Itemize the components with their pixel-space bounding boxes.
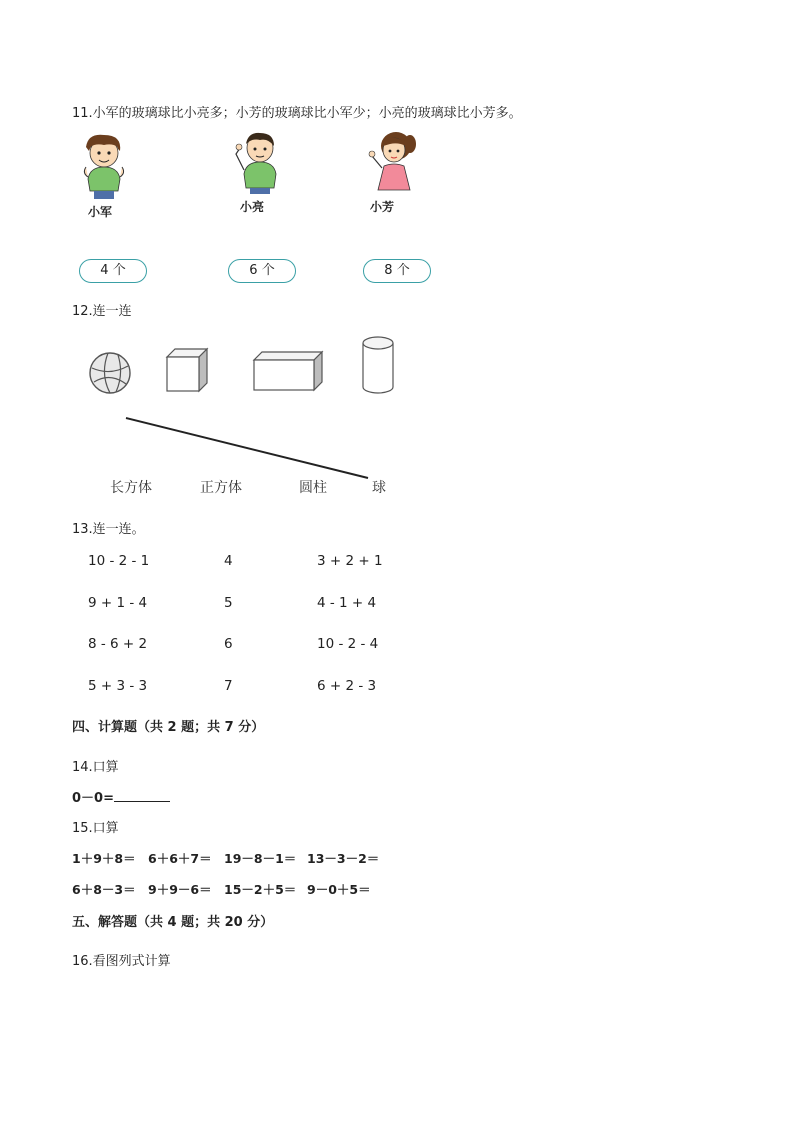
q11-text: 11.小军的玻璃球比小亮多；小芳的玻璃球比小军少；小亮的玻璃球比小芳多。 (72, 106, 522, 121)
q15-r2-c2: 9＋9－6＝ (148, 882, 212, 897)
q13-left-3[interactable]: 8 - 6 + 2 (88, 636, 148, 652)
q13-left-1[interactable]: 10 - 2 - 1 (88, 553, 150, 569)
q13-right-3[interactable]: 10 - 2 - 4 (317, 636, 379, 652)
q15-r1-c2: 6＋6＋7＝ (148, 851, 212, 866)
q12-title: 12.连一连 (72, 304, 132, 319)
kid-name-xiaoliang: 小亮 (240, 200, 265, 214)
label-cylinder[interactable]: 圆柱 (299, 480, 327, 496)
q13-left-4[interactable]: 5 + 3 - 3 (88, 678, 148, 694)
q15-title: 15.口算 (72, 821, 119, 836)
kid-name-xiaojun: 小军 (88, 205, 113, 219)
count-bubble-6[interactable]: 6 个 (228, 259, 296, 283)
q13-right-2[interactable]: 4 - 1 + 4 (317, 595, 377, 611)
q14-title: 14.口算 (72, 760, 119, 775)
q15-r1-c4: 13－3－2＝ (307, 851, 380, 866)
q13-right-4[interactable]: 6 + 2 - 3 (317, 678, 377, 694)
section-5-heading: 五、解答题（共 4 题；共 20 分） (72, 915, 274, 930)
q15-r1-c1: 1＋9＋8＝ (72, 851, 136, 866)
q14-answer-blank[interactable] (114, 789, 170, 802)
q16-title: 16.看图列式计算 (72, 954, 171, 969)
q13-mid-1[interactable]: 4 (224, 553, 233, 569)
q15-r2-c1: 6＋8－3＝ (72, 882, 136, 897)
q13-mid-3[interactable]: 6 (224, 636, 233, 652)
q14-expr-text: 0－0= (72, 791, 114, 806)
q15-r2-c3: 15－2＋5＝ (224, 882, 297, 897)
count-bubble-8[interactable]: 8 个 (363, 259, 431, 283)
count-bubble-4[interactable]: 4 个 (79, 259, 147, 283)
label-cuboid[interactable]: 长方体 (110, 480, 152, 496)
q13-mid-4[interactable]: 7 (224, 678, 233, 694)
q13-left-2[interactable]: 9 + 1 - 4 (88, 595, 148, 611)
q15-r2-c4: 9－0＋5＝ (307, 882, 371, 897)
q13-mid-2[interactable]: 5 (224, 595, 233, 611)
q14-expression (72, 787, 170, 806)
label-ball[interactable]: 球 (372, 480, 386, 496)
q13-right-1[interactable]: 3 + 2 + 1 (317, 553, 383, 569)
section-4-heading: 四、计算题（共 2 题；共 7 分） (72, 720, 265, 735)
q15-r1-c3: 19－8－1＝ (224, 851, 297, 866)
label-cube[interactable]: 正方体 (200, 480, 242, 496)
kid-name-xiaofang: 小芳 (370, 200, 395, 214)
q13-title: 13.连一连。 (72, 522, 145, 537)
